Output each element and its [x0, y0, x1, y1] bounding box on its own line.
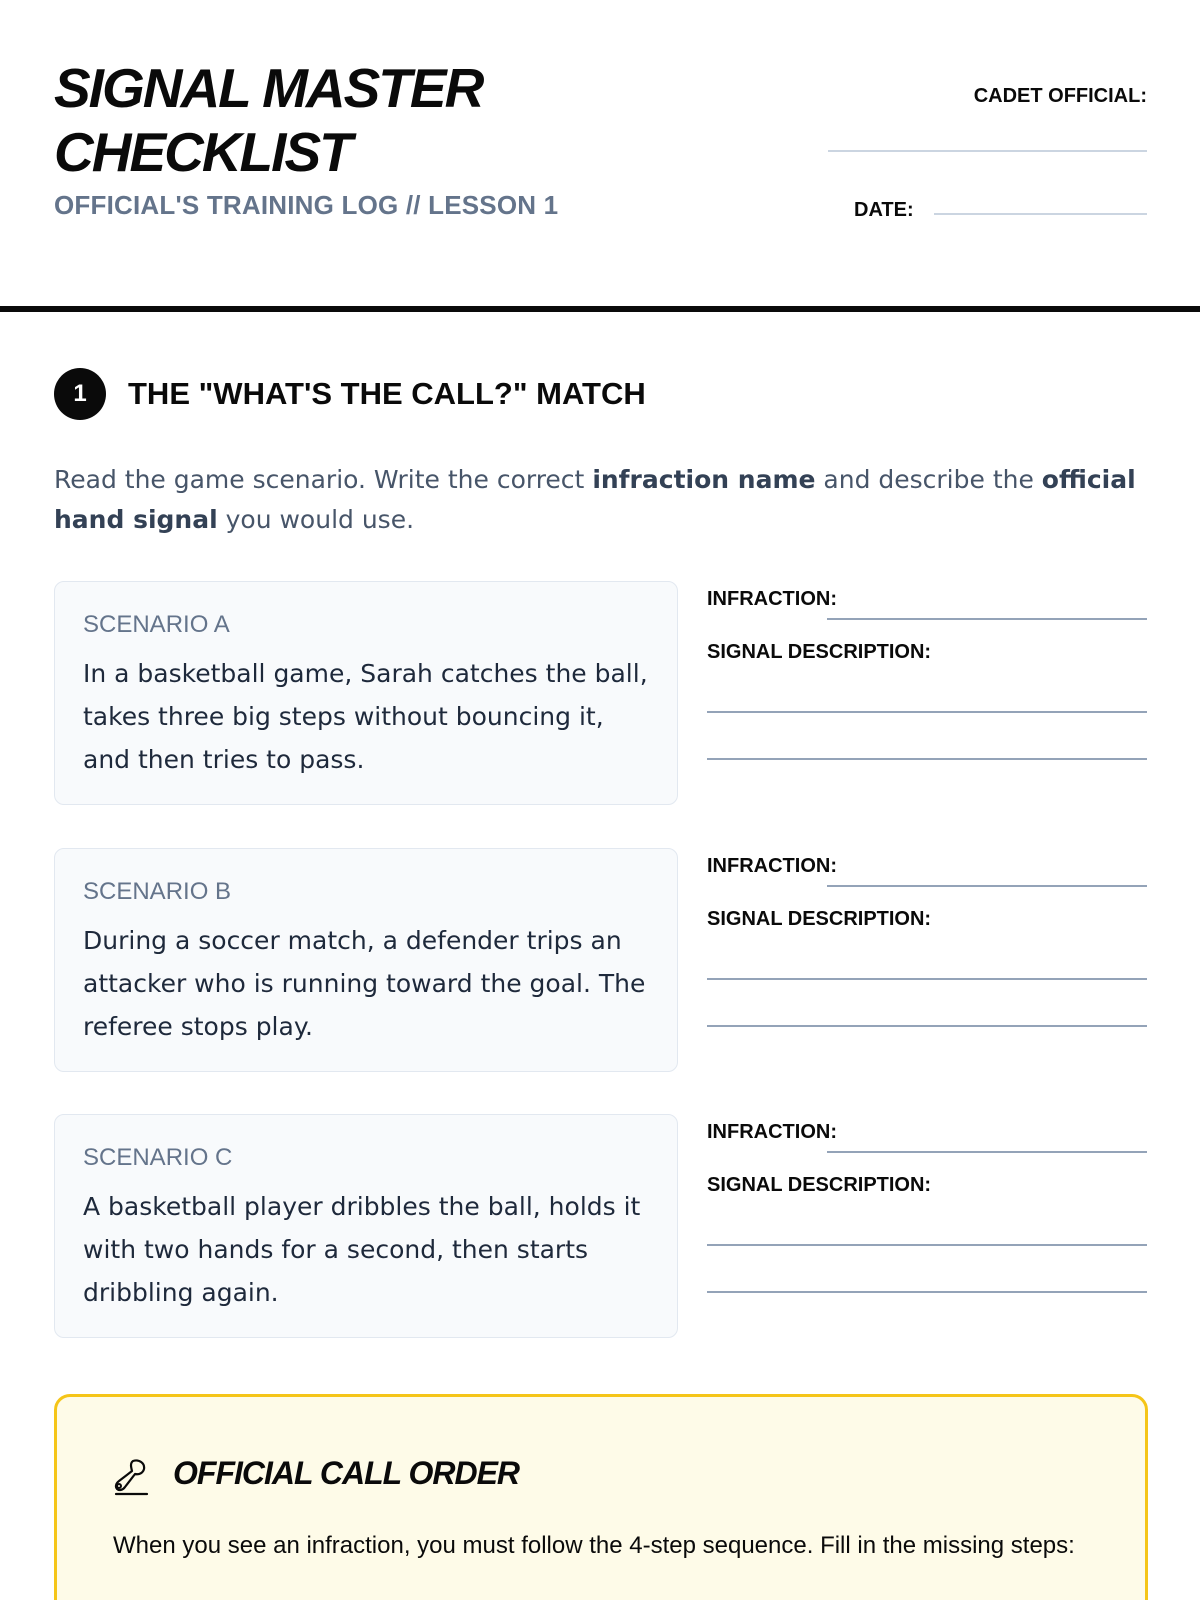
signal-description-label: SIGNAL DESCRIPTION: — [707, 908, 932, 930]
signal-field-a-line-2[interactable] — [707, 758, 1147, 760]
scenario-card-a — [54, 581, 678, 805]
page-subtitle: OFFICIAL'S TRAINING LOG // LESSON 1 — [54, 190, 559, 220]
instructions-part-3: you would use. — [217, 505, 415, 534]
signal-description-label: SIGNAL DESCRIPTION: — [707, 641, 932, 663]
date-label: DATE: — [854, 199, 914, 221]
scenario-text: A basketball player dribbles the ball, holds it with two hands for a second, then starts dribbling again. — [83, 1192, 641, 1307]
whistle-icon — [113, 1457, 149, 1497]
answer-area-a — [707, 581, 1147, 805]
scenario-label: SCENARIO C — [83, 1144, 233, 1171]
infraction-field-a[interactable] — [827, 618, 1147, 620]
signal-field-b-line-1[interactable] — [707, 978, 1147, 980]
infraction-field-b[interactable] — [827, 885, 1147, 887]
official-call-order-box — [54, 1394, 1148, 1600]
section-number-badge: 1 — [54, 368, 106, 420]
answer-area-b — [707, 848, 1147, 1072]
scenario-label: SCENARIO A — [83, 611, 230, 638]
date-field[interactable] — [934, 213, 1147, 215]
signal-field-b-line-2[interactable] — [707, 1025, 1147, 1027]
header-divider — [0, 306, 1200, 312]
page-title — [54, 56, 674, 184]
cadet-official-label: CADET OFFICIAL: — [973, 85, 1147, 107]
signal-description-label: SIGNAL DESCRIPTION: — [707, 1174, 932, 1196]
signal-field-c-line-2[interactable] — [707, 1291, 1147, 1293]
infraction-field-c[interactable] — [827, 1151, 1147, 1153]
signal-field-c-line-1[interactable] — [707, 1244, 1147, 1246]
answer-area-c — [707, 1114, 1147, 1338]
instructions-bold-1: infraction name — [592, 465, 816, 494]
section-instructions — [54, 460, 1154, 540]
cadet-official-field[interactable] — [828, 150, 1147, 152]
signal-field-a-line-1[interactable] — [707, 711, 1147, 713]
scenario-text: During a soccer match, a defender trips an attacker who is running toward the goal. The referee stops play. — [83, 926, 646, 1041]
scenario-card-c — [54, 1114, 678, 1338]
section-title: THE "WHAT'S THE CALL?" MATCH — [128, 376, 646, 411]
instructions-part-1: Read the game scenario. Write the correct — [54, 465, 593, 494]
title-line-1: SIGNAL MASTER — [54, 57, 483, 119]
instructions-bold-2: official hand signal — [54, 465, 1136, 534]
instructions-part-2: and describe the — [815, 465, 1042, 494]
scenario-label: SCENARIO B — [83, 878, 232, 905]
infraction-label: INFRACTION: — [707, 588, 837, 610]
infraction-label: INFRACTION: — [707, 855, 837, 877]
scenario-card-b — [54, 848, 678, 1072]
infraction-label: INFRACTION: — [707, 1121, 837, 1143]
title-line-2: CHECKLIST — [54, 121, 351, 183]
call-order-instructions: When you see an infraction, you must follow the 4-step sequence. Fill in the missing steps: — [113, 1532, 1075, 1559]
scenario-text: In a basketball game, Sarah catches the ball, takes three big steps without bouncing it, and then tries to pass. — [83, 659, 648, 774]
call-order-title: OFFICIAL CALL ORDER — [173, 1455, 520, 1491]
